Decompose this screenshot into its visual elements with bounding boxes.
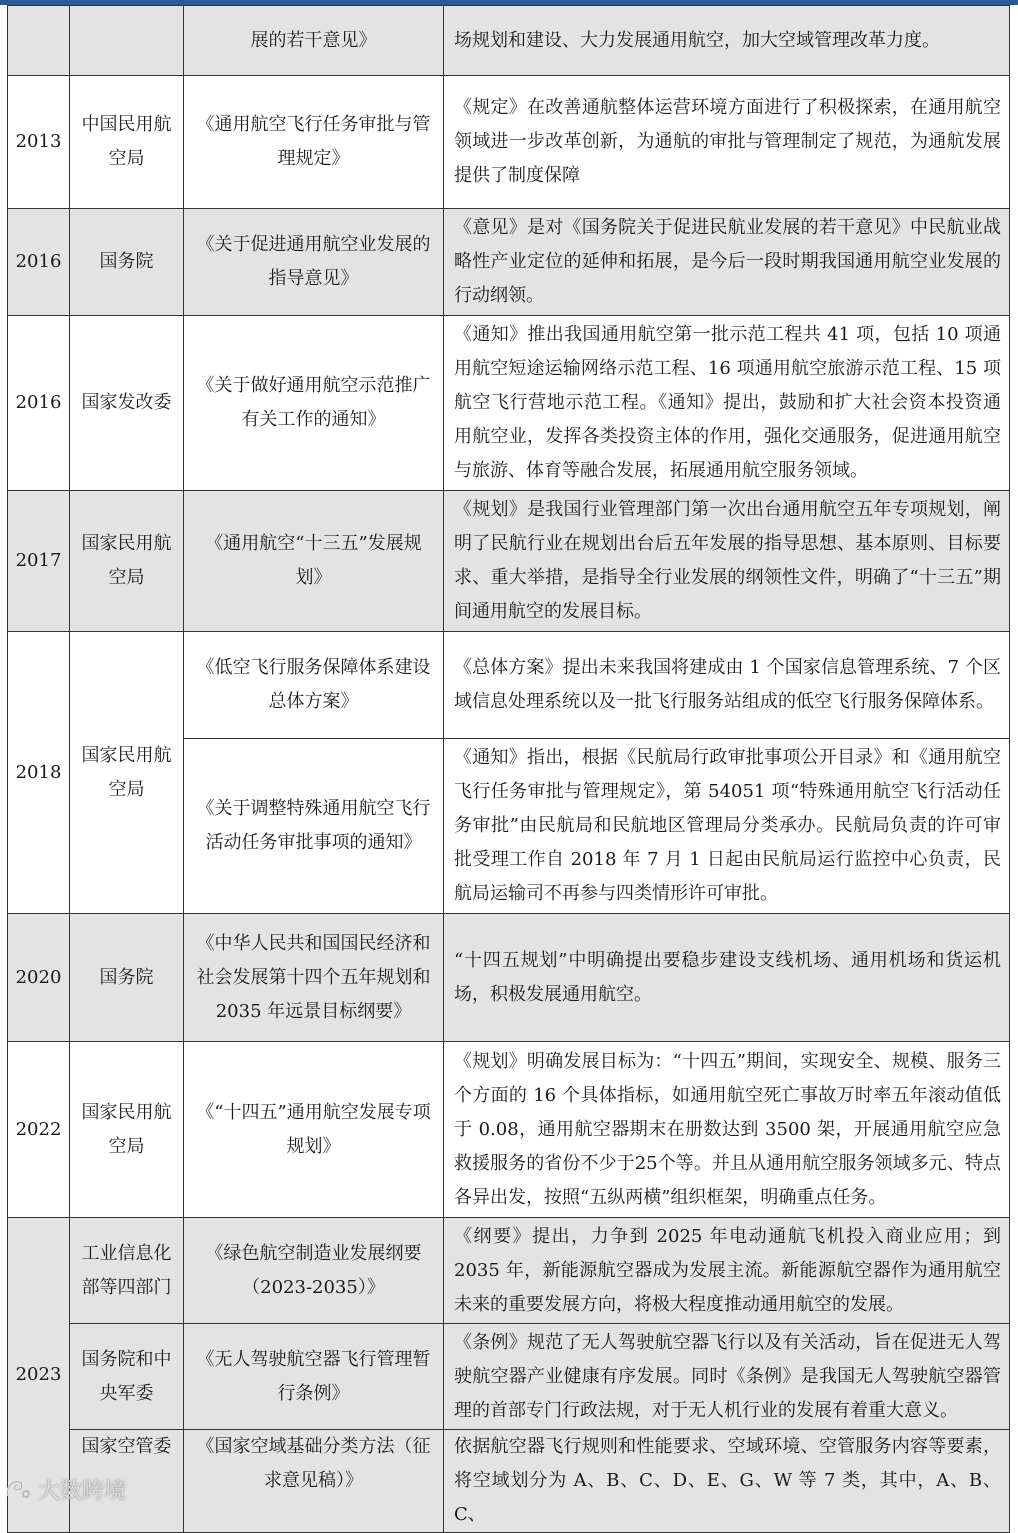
table-row — [8, 1042, 1010, 1218]
doc-cell: 《无人驾驶航空器飞行管理暂行条例》 — [184, 1324, 444, 1430]
desc-cell: 《通知》指出，根据《民航局行政审批事项公开目录》和《通用航空飞行任务审批与管理规定》，第 54051 项“特殊通用航空飞行活动任务审批”由民航局和民航地区管理局分类承办。民航局负责的许可审批受理工作自 2018 年 7 月 1 日起由民航局运行监控中心负责，民航局运输司不再参与四类情形许可审批。 — [444, 739, 1010, 914]
policy-table — [7, 5, 1010, 1533]
year-cell: 2016 — [8, 316, 70, 491]
doc-cell: 《低空飞行服务保障体系建设总体方案》 — [184, 632, 444, 739]
table-row — [8, 1324, 1010, 1430]
year-cell: 2013 — [8, 76, 70, 209]
dept-cell: 国务院和中央军委 — [70, 1324, 184, 1430]
dept-cell: 工业信息化部等四部门 — [70, 1218, 184, 1324]
desc-cell: 《条例》规范了无人驾驶航空器飞行以及有关活动，旨在促进无人驾驶航空器产业健康有序发展。同时《条例》是我国无人驾驶航空器管理的首部专门行政法规，对于无人机行业的发展有着重大意义。 — [444, 1324, 1010, 1430]
desc-cell: 《纲要》提出，力争到 2025 年电动通航飞机投入商业应用；到 2035 年，新能源航空器成为发展主流。新能源航空器作为通用航空未来的重要发展方向，将极大程度推动通用航空的发展。 — [444, 1218, 1010, 1324]
dept-cell: 国家民用航空局 — [70, 1042, 184, 1218]
dept-cell: 国家民用航空局 — [70, 491, 184, 632]
year-cell — [8, 6, 70, 76]
doc-cell: 《关于调整特殊通用航空飞行活动任务审批事项的通知》 — [184, 739, 444, 914]
year-cell: 2022 — [8, 1042, 70, 1218]
doc-cell: 《“十四五”通用航空发展专项规划》 — [184, 1042, 444, 1218]
desc-cell: 《总体方案》提出未来我国将建成由 1 个国家信息管理系统、7 个区域信息处理系统以及一批飞行服务站组成的低空飞行服务保障体系。 — [444, 632, 1010, 739]
doc-cell: 《绿色航空制造业发展纲要（2023-2035）》 — [184, 1218, 444, 1324]
year-cell: 2023 — [8, 1218, 70, 1533]
desc-cell: 《意见》是对《国务院关于促进民航业发展的若干意见》中民航业战略性产业定位的延伸和拓展，是今后一段时期我国通用航空业发展的行动纲领。 — [444, 209, 1010, 316]
table-row — [8, 914, 1010, 1042]
table-row — [8, 76, 1010, 209]
year-cell: 2020 — [8, 914, 70, 1042]
desc-cell: 依据航空器飞行规则和性能要求、空域环境、空管服务内容等要素，将空域划分为 A、B、C、D、E、G、W 等 7 类，其中，A、B、C、 — [444, 1430, 1010, 1533]
watermark — [4, 1472, 126, 1506]
table-row — [8, 209, 1010, 316]
desc-cell: “十四五规划”中明确提出要稳步建设支线机场、通用机场和货运机场，积极发展通用航空。 — [444, 914, 1010, 1042]
desc-cell: 《通知》推出我国通用航空第一批示范工程共 41 项，包括 10 项通用航空短途运输网络示范工程、16 项通用航空旅游示范工程、15 项航空飞行营地示范工程。《通知》提出，鼓励和扩大社会资本投资通用航空业，发挥各类投资主体的作用，强化交通服务，促进通用航空与旅游、体育等融合发展，拓展通用航空服务领域。 — [444, 316, 1010, 491]
dept-cell: 国务院 — [70, 209, 184, 316]
table-row — [8, 6, 1010, 76]
doc-cell: 展的若干意见》 — [184, 6, 444, 76]
dept-cell: 国务院 — [70, 914, 184, 1042]
table-row — [8, 632, 1010, 739]
doc-cell: 《通用航空飞行任务审批与管理规定》 — [184, 76, 444, 209]
doc-cell: 《关于做好通用航空示范推广有关工作的通知》 — [184, 316, 444, 491]
dept-cell — [70, 6, 184, 76]
year-cell: 2017 — [8, 491, 70, 632]
year-cell: 2016 — [8, 209, 70, 316]
desc-cell: 场规划和建设、大力发展通用航空，加大空域管理改革力度。 — [444, 6, 1010, 76]
doc-cell: 《国家空域基础分类方法（征求意见稿）》 — [184, 1430, 444, 1533]
dept-cell: 国家空管委 — [70, 1430, 184, 1533]
dept-cell: 国家民用航空局 — [70, 632, 184, 914]
table-row — [8, 1218, 1010, 1324]
table-row — [8, 491, 1010, 632]
watermark-logo-icon — [4, 1476, 34, 1502]
table-row — [8, 1430, 1010, 1533]
doc-cell: 《通用航空“十三五”发展规划》 — [184, 491, 444, 632]
dept-cell: 中国民用航空局 — [70, 76, 184, 209]
desc-cell: 《规划》是我国行业管理部门第一次出台通用航空五年专项规划，阐明了民航行业在规划出台后五年发展的指导思想、基本原则、目标要求、重大举措，是指导全行业发展的纲领性文件，明确了“十三五”期间通用航空的发展目标。 — [444, 491, 1010, 632]
watermark-text: 大数跨境 — [38, 1478, 127, 1504]
dept-cell: 国家发改委 — [70, 316, 184, 491]
doc-cell: 《关于促进通用航空业发展的指导意见》 — [184, 209, 444, 316]
table-row — [8, 316, 1010, 491]
desc-cell: 《规定》在改善通航整体运营环境方面进行了积极探索，在通用航空领域进一步改革创新，为通航的审批与管理制定了规范，为通航发展提供了制度保障 — [444, 76, 1010, 209]
year-cell: 2018 — [8, 632, 70, 914]
doc-cell: 《中华人民共和国国民经济和社会发展第十四个五年规划和 2035 年远景目标纲要》 — [184, 914, 444, 1042]
desc-cell: 《规划》明确发展目标为：“十四五”期间，实现安全、规模、服务三个方面的 16 个具体指标，如通用航空死亡事故万时率五年滚动值低于 0.08，通用航空器期末在册数达到 3500 架，开展通用航空应急救援服务的省份不少于25个等。并且从通用航空服务领域多元、特点各异出发，按照“五纵两横”组织框架，明确重点任务。 — [444, 1042, 1010, 1218]
